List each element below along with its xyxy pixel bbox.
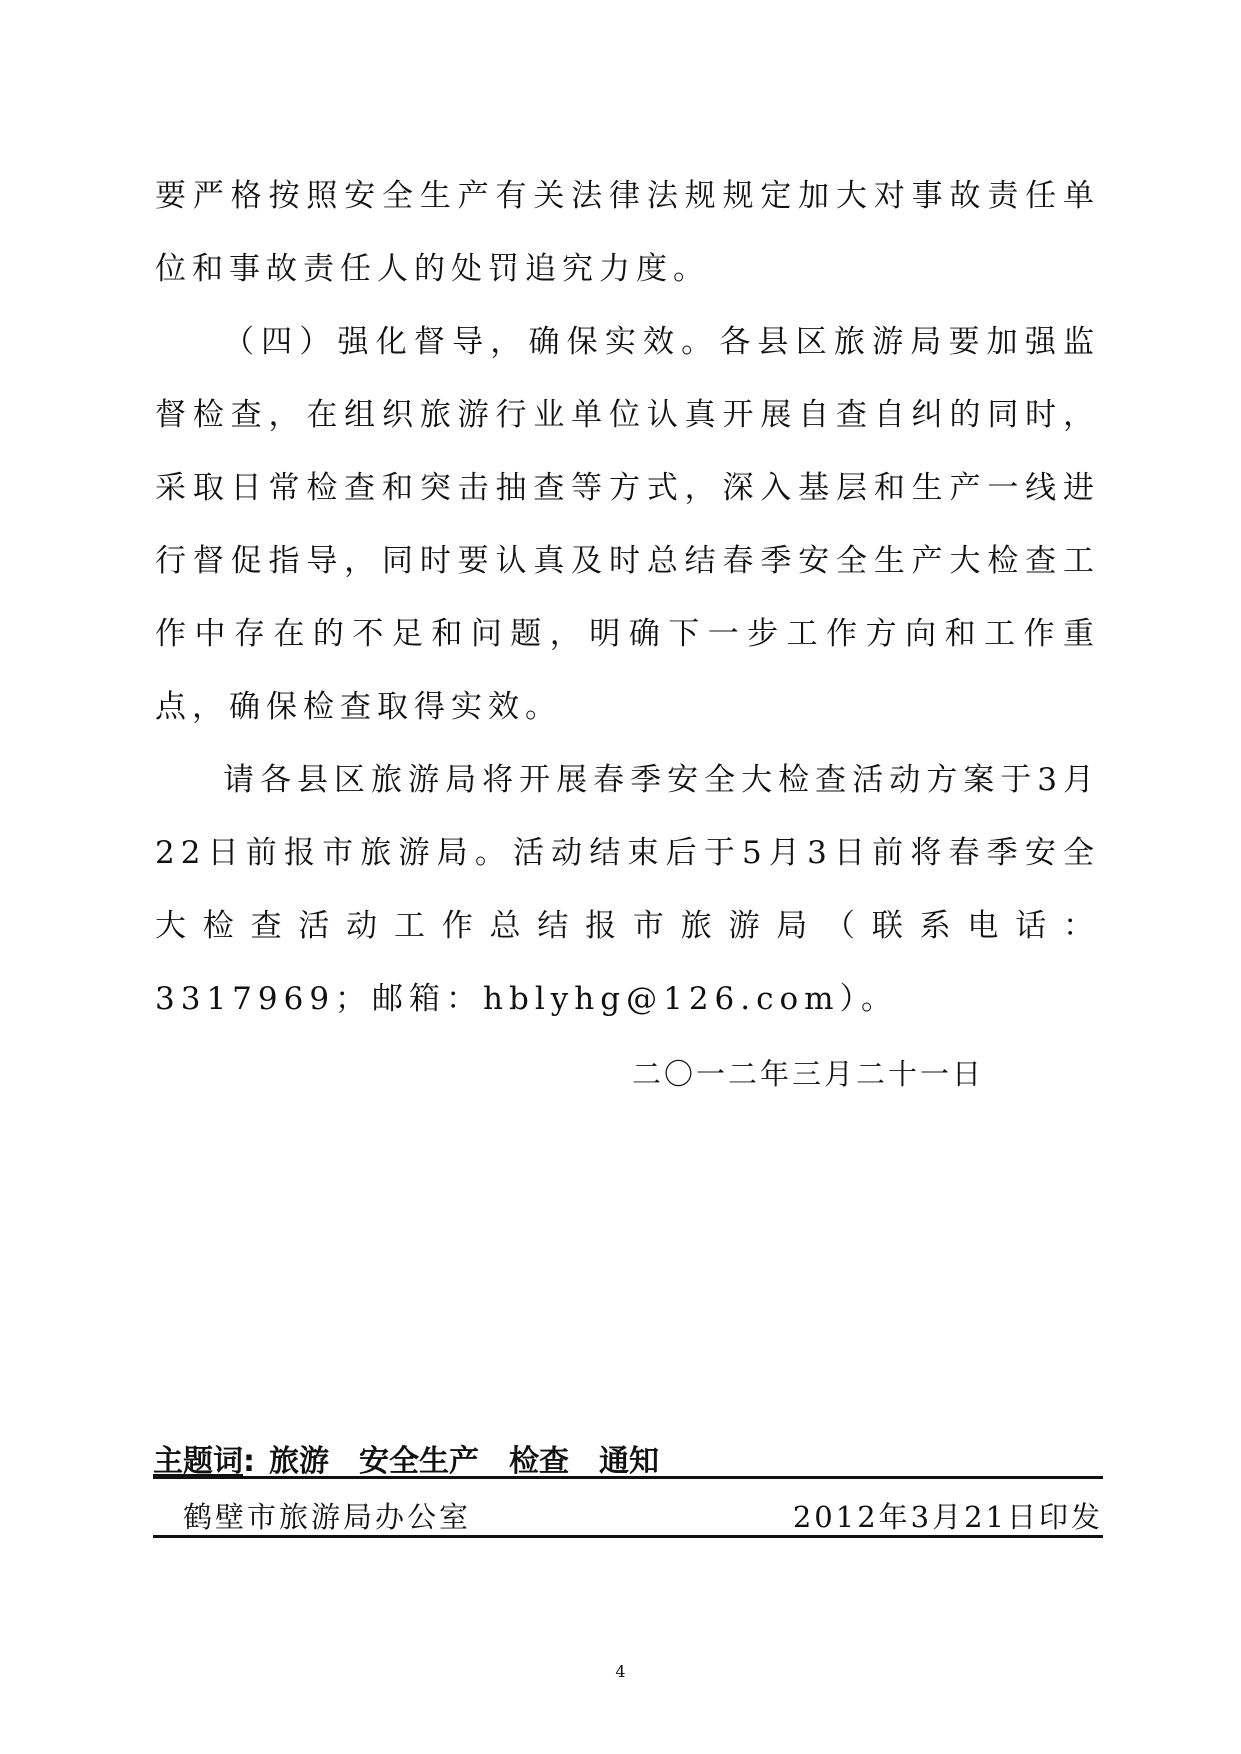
subject-label: 主题词 (153, 1444, 243, 1479)
subject-term: 检查 (509, 1444, 569, 1479)
issuer-line (153, 1493, 1103, 1538)
paragraph-continuation: 要严格按照安全生产有关法律法规规定加大对事故责任单位和事故责任人的处罚追究力度。 (155, 178, 1100, 287)
subject-term: 旅游 (269, 1444, 329, 1479)
issuer-name: 鹤壁市旅游局办公室 (183, 1500, 472, 1534)
subject-term: 通知 (599, 1444, 659, 1479)
subject-keywords-line (153, 1436, 1103, 1479)
document-body (155, 160, 1100, 1036)
paragraph-supervision: （四）强化督导，确保实效。各县区旅游局要加强监督检查，在组织旅游行业单位认真开展自查自纠的同时，采取日常检查和突击抽查等方式，深入基层和生产一线进行督促指导，同时要认真及时总结春季安全生产大检查工作中存在的不足和问题，明确下一步工作方向和工作重点，确保检查取得实效。 (155, 324, 1100, 725)
subject-separator: : (243, 1444, 255, 1479)
issue-date: 2012年3月21日印发 (792, 1500, 1103, 1534)
paragraph-submission: 请各县区旅游局将开展春季安全大检查活动方案于3月22日前报市旅游局。活动结束后于5月3日前将春季安全大检查活动工作总结报市旅游局（联系电话：3317969；邮箱：hblyhg@126.com）。 (155, 762, 1100, 1017)
subject-term: 安全生产 (359, 1444, 479, 1479)
page-number: 4 (615, 1662, 626, 1681)
signature-date: 二〇一二年三月二十一日 (632, 1057, 985, 1091)
